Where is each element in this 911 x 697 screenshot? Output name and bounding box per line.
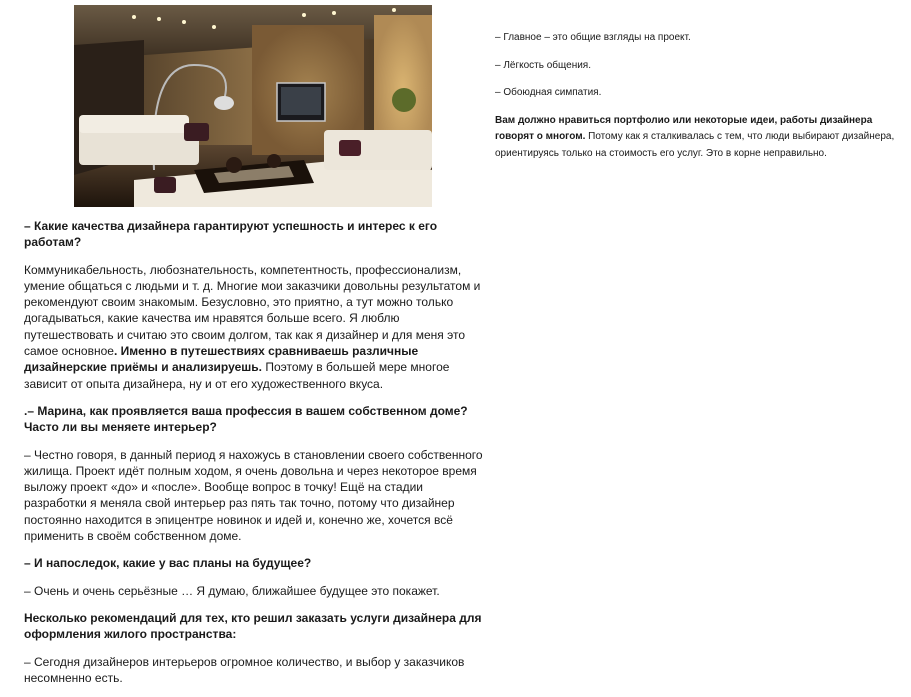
recommendation-1: – Сегодня дизайнеров интерьеров огромное количество, и выбор у заказчиков несомненно есть. bbox=[24, 654, 465, 685]
list-item-3: – Обоюдная симпатия. bbox=[495, 87, 602, 98]
answer-1-text: Коммуникабельность, любознательность, компетентность, профессионализм, умение общаться с людьми и т. д. Многие мои заказчики довольны результатом и рекомендуют своим знакомым. Безусловно, это приятно, а тут можно только догадываться, какие качества им нравятся больше всего. Я люблю путешествовать и считаю это своим долгом, так как я дизайнер и для меня это самое основное bbox=[24, 262, 481, 359]
portfolio-paragraph-bold: Вам должно нравиться портфолио или некоторые идеи, работы дизайнера говорят о многом. bbox=[495, 114, 873, 142]
list-item-1: – Главное – это общие взгляды на проект. bbox=[495, 32, 691, 43]
interior-photo bbox=[74, 5, 432, 207]
question-3: – И напоследок, какие у вас планы на будущее? bbox=[24, 556, 312, 571]
answer-3: – Очень и очень серьёзные … Я думаю, ближайшее будущее это покажет. bbox=[24, 583, 440, 598]
answer-1-text-end: Поэтому в большей мере многое зависит от опыта дизайнера, ну и от его художественного вкуса. bbox=[24, 360, 450, 391]
portfolio-paragraph-text: Потому как я сталкивалась с тем, что люди выбирают дизайнера, ориентируясь только на стоимость его услуг. Это в корне неправильно. bbox=[495, 131, 895, 159]
article-body bbox=[24, 218, 486, 697]
right-column bbox=[495, 30, 895, 173]
question-1: – Какие качества дизайнера гарантируют успешность и интерес к его работам? bbox=[24, 219, 438, 250]
answer-1 bbox=[24, 262, 486, 392]
list-item-2: – Лёгкость общения. bbox=[495, 59, 591, 71]
portfolio-paragraph bbox=[495, 113, 895, 163]
question-2: .– Марина, как проявляется ваша профессия в вашем собственном доме? Часто ли вы меняете интерьер? bbox=[24, 403, 468, 435]
recommendations-heading: Несколько рекомендаций для тех, кто решил заказать услуги дизайнера для оформления жилого пространства: bbox=[24, 610, 482, 642]
answer-2: – Честно говоря, в данный период я нахожусь в становлении своего собственного жилища. Проект идёт полным ходом, я очень довольна и через некоторое время выложу проект «до» и «после». Вообще вопрос в точку! Ещё на стадии разработки я меняла свой интерьер раз пять так точно, потому что дизайнер постоянно находится в эпицентре новинок и идей и, конечно же, хочется всё применить в своём собственном доме. bbox=[24, 447, 483, 544]
answer-1-bold: . Именно в путешествиях сравниваешь различные дизайнерские приёмы и анализируешь. bbox=[24, 344, 419, 375]
